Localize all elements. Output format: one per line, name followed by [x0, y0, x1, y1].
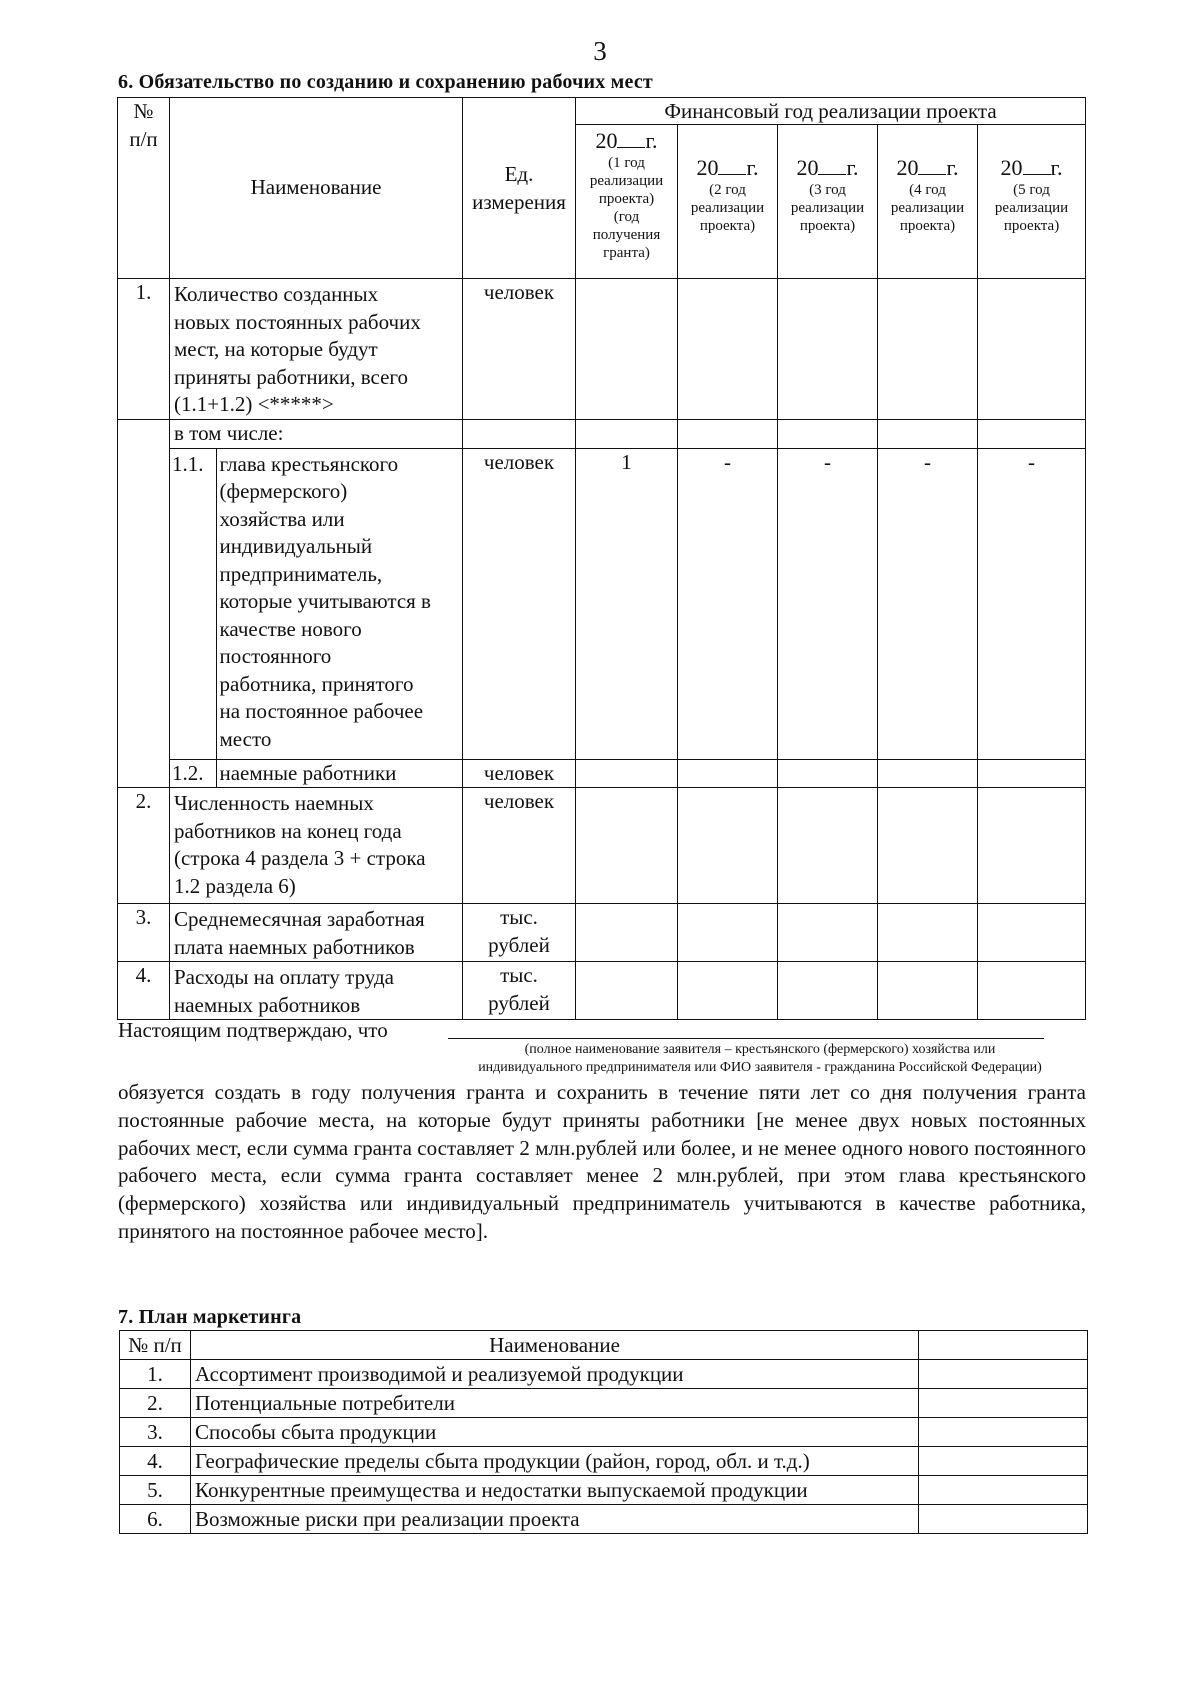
row-4-name: Расходы на оплату труда наемных работников [170, 962, 463, 1020]
confirmation-lead: Настоящим подтверждаю, что [118, 1018, 388, 1042]
row-1-name: Количество созданных новых постоянных рабочих мест, на которые будут приняты работники, всего (1.1+1.2) <*****> [170, 279, 463, 420]
row-1-1-name: глава крестьянского (фермерского) хозяйства или индивидуальный предприниматель, которые учитываются в качестве нового постоянного работника, принятого на постоянное рабочее место [219, 451, 431, 751]
header-year-4: 20 г. (4 год реализации проекта) [878, 125, 978, 279]
table-row-2 [118, 788, 1086, 904]
page-number: 3 [593, 36, 607, 66]
table-row-1-1 [118, 448, 1086, 759]
jobs-commitment-table [117, 97, 1086, 1020]
row-1-1-unit: человек [463, 448, 576, 759]
row-3-name: Среднемесячная заработная плата наемных работников [170, 904, 463, 962]
row-4-num: 4. [118, 962, 170, 1020]
header-financial-year: Финансовый год реализации проекта [576, 98, 1086, 125]
row-2-name: Численность наемных работников на конец года (строка 4 раздела 3 + строка 1.2 раздела 6) [170, 788, 463, 904]
row-1-2-name-cell [170, 759, 463, 788]
header-num-cell: № п/п [118, 98, 170, 279]
row-1-2-num: 1.2. [170, 760, 216, 788]
row-including-label: в том числе: [170, 419, 463, 448]
section-7-title: 7. План маркетинга [118, 1306, 302, 1328]
row-1-num: 1. [118, 279, 170, 420]
row-1-1-year-3: - [778, 448, 878, 759]
table-row-1-2 [118, 759, 1086, 788]
table-row: 1. Ассортимент производимой и реализуемой продукции [120, 1360, 1088, 1389]
table-row: 6. Возможные риски при реализации проекта [120, 1505, 1088, 1534]
table-row: 5. Конкурентные преимущества и недостатки выпускаемой продукции [120, 1476, 1088, 1505]
row-1-unit: человек [463, 279, 576, 420]
row-1-sub-num-cell [118, 419, 170, 788]
header-year-2: 20 г. (2 год реализации проекта) [678, 125, 778, 279]
header-name-cell: Наименование [170, 98, 463, 279]
header-unit-cell: Ед. измерения [463, 98, 576, 279]
row-2-unit: человек [463, 788, 576, 904]
row-1-2-unit: человек [463, 759, 576, 788]
header-year-5: 20 г. (5 год реализации проекта) [978, 125, 1086, 279]
row-3-num: 3. [118, 904, 170, 962]
section-6-title: 6. Обязательство по созданию и сохранению рабочих мест [118, 71, 653, 93]
row-1-1-name-cell [170, 448, 463, 759]
row-1-1-year-2: - [678, 448, 778, 759]
table-row-1 [118, 279, 1086, 420]
table-row: 3. Способы сбыта продукции [120, 1418, 1088, 1447]
applicant-name-blank [448, 1038, 1044, 1039]
table-row-including [118, 419, 1086, 448]
row-1-1-year-5: - [978, 448, 1086, 759]
marketing-header-num: № п/п [120, 1331, 191, 1360]
row-1-year-5 [978, 279, 1086, 420]
marketing-header-row [120, 1331, 1088, 1360]
row-4-unit: тыс. рублей [463, 962, 576, 1020]
header-year-3: 20 г. (3 год реализации проекта) [778, 125, 878, 279]
table-row-4 [118, 962, 1086, 1020]
row-1-1-year-1: 1 [576, 448, 678, 759]
header-row [118, 98, 1086, 125]
row-3-unit: тыс. рублей [463, 904, 576, 962]
header-year-1: 20 г. (1 год реализации проекта) (год получения гранта) [576, 125, 678, 279]
row-1-1-num: 1.1. [170, 449, 216, 759]
row-1-year-3 [778, 279, 878, 420]
table-row: 4. Географические пределы сбыта продукции (район, город, обл. и т.д.) [120, 1447, 1088, 1476]
row-including-unit [463, 419, 576, 448]
row-1-year-1 [576, 279, 678, 420]
table-row: 2. Потенциальные потребители [120, 1389, 1088, 1418]
marketing-header-name: Наименование [191, 1331, 919, 1360]
row-1-year-2 [678, 279, 778, 420]
row-1-1-year-4: - [878, 448, 978, 759]
applicant-name-hint: (полное наименование заявителя – крестьянского (фермерского) хозяйства или индивидуального предпринимателя или ФИО заявителя - гражданина Российской Федерации) [478, 1042, 1042, 1075]
marketing-plan-table [119, 1330, 1088, 1534]
commitment-text: обязуется создать в году получения гранта и сохранить в течение пяти лет со дня получения гранта постоянные рабочие места, на которые будут приняты работники [не менее двух новых постоянных рабочих мест, если сумма гранта составляет 2 млн.рублей или более, и не менее одного нового постоянного рабочего места, если сумма гранта составляет менее 2 млн.рублей, при этом глава крестьянского (фермерского) хозяйства или индивидуальный предприниматель учитываются в качестве работника, принятого на постоянное рабочее место]. [118, 1080, 1086, 1243]
row-1-2-name: наемные работники [219, 760, 397, 785]
row-2-num: 2. [118, 788, 170, 904]
row-1-year-4 [878, 279, 978, 420]
table-row-3 [118, 904, 1086, 962]
